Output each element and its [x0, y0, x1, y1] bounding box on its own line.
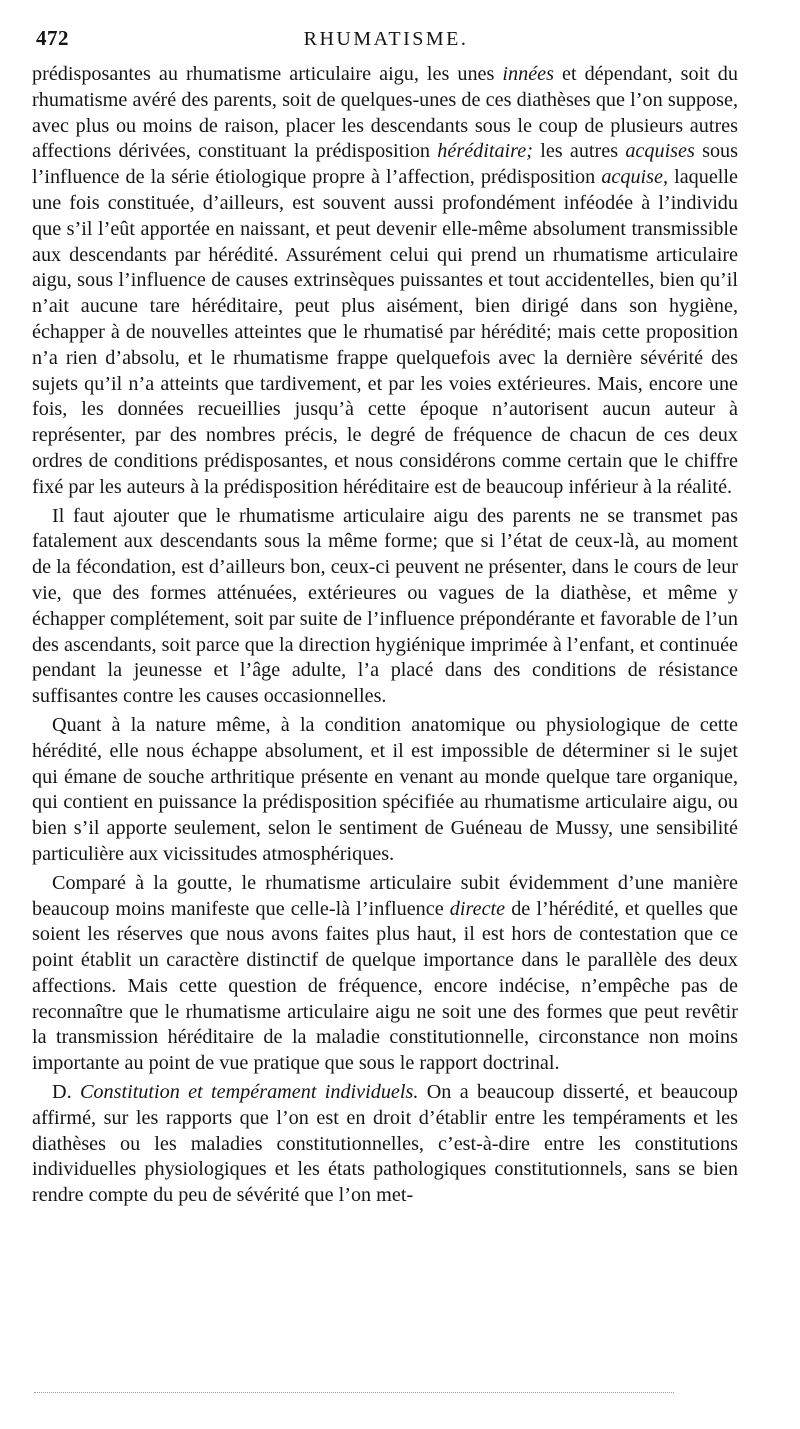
text-run: prédisposantes au rhumatisme articulaire aigu, les unes — [32, 63, 503, 85]
italic-run: Constitution et tempérament individuels. — [79, 1081, 419, 1104]
footer-dotted-rule — [34, 1392, 674, 1393]
italic-run: acquises — [625, 140, 695, 163]
paragraph-1 — [32, 62, 738, 501]
italic-run: directe — [449, 897, 506, 920]
text-run: laquelle une fois constituée, d’ailleurs, est souvent aussi profondément inféodée à l’individu que s’il l’eût apportée en naissant, et peut devenir elle-même absolument transmissible aux descendants par hérédité. Assurément celui qui prend un rhumatisme articulaire aigu, sous l’influence de causes extrinsèques puissantes et tout accidentelles, bien qu’il n’ait aucune tare héréditaire, peut plus aisément, bien dirigé dans son hygiène, échapper à de nouvelles atteintes que le rhumatisé par hérédité; mais cette proposition n’a rien d’absolu, et le rhumatisme frappe quelquefois avec la dernière sévérité des sujets qu’il n’a atteints que tardivement, et par les voies extérieures. Mais, encore une fois, les données recueillies jusqu’à cette époque n’autorisent aucun auteur à représenter, par des nombres précis, le degré de fréquence de chacun de ces deux ordres de conditions prédisposantes, et nous considérons comme certain que le chiffre fixé par les auteurs à la prédisposition héréditaire est de beaucoup inférieur à la réalité. — [32, 166, 738, 498]
page-header — [36, 26, 736, 56]
paragraph-5 — [32, 1080, 738, 1209]
text-run: Comparé à la goutte, le rhumatisme articulaire subit évidemment d’une manière beaucoup moins manifeste que celle-là l’influence — [32, 871, 738, 920]
text-run: de l’hérédité, et quelles que soient les réserves que nous avons faites plus haut, il est hors de contestation que ce point établit un caractère distinctif de quelque importance dans le parallèle des deux affections. Mais cette question de fréquence, encore indécise, n’empêche pas de reconnaître que le rhumatisme articulaire aigu ne soit une des formes que peut revêtir la transmission héréditaire de la maladie constitutionnelle, circonstance non moins importante au point de vue pratique que sous le rapport doctrinal. — [32, 897, 738, 1075]
italic-run: acquise, — [601, 166, 669, 189]
text-run: sous l’influence de la série étiologique propre à l’affection, prédisposition — [32, 140, 738, 189]
text-run: et dépendant, soit du rhumatisme avéré des parents, soit de quelques-unes de ces diathèses que l’on suppose, avec plus ou moins de raison, placer les descendants sous le coup de plusieurs autres affections dérivées, constituant la prédisposition — [32, 63, 738, 163]
italic-run: innées — [502, 63, 554, 85]
paragraph-2 — [32, 504, 738, 710]
paragraph-3 — [32, 713, 738, 868]
running-title: RHUMATISME. — [303, 28, 469, 50]
text-run: On a beaucoup disserté, et beaucoup affirmé, sur les rapports que l’on est en droit d’établir entre les tempéraments et les diathèses ou les maladies constitutionnelles, c’est-à-dire entre les constitutions individuelles physiologiques et les états pathologiques constitutionnels, sans se bien rendre compte du peu de sévérité que l’on met- — [32, 1081, 738, 1207]
text-run: Quant à la nature même, à la condition anatomique ou physiologique de cette hérédité, elle nous échappe absolument, et il est impossible de déterminer si le sujet qui émane de souche arthritique présente en venant au monde quelque tare organique, qui contient en puissance la prédisposition spécifiée au rhumatisme articulaire aigu, ou bien s’il apporte seulement, selon le sentiment de Guéneau de Mussy, une sensibilité particulière aux vicissitudes atmosphériques. — [32, 713, 738, 865]
text-run: D. — [52, 1081, 80, 1104]
page-number: 472 — [36, 26, 69, 50]
text-run: Il faut ajouter que le rhumatisme articulaire aigu des parents ne se transmet pas fatalement aux descendants sous la même forme; que si l’état de ceux-là, au moment de la fécondation, est d’ailleurs bon, ceux-ci peuvent ne présenter, dans le cours de leur vie, que des formes atténuées, extérieures ou vagues de la diathèse, et même y échapper complétement, soit par suite de l’influence prépondérante et favorable de l’un des ascendants, soit parce que la direction hygiénique imprimée à l’enfant, et continuée pendant la jeunesse et l’âge adulte, l’a placé dans des conditions de résistance suffisantes contre les causes occasionnelles. — [32, 504, 738, 708]
italic-run: héréditaire; — [437, 140, 533, 163]
body-text — [32, 62, 738, 1209]
text-run: les autres — [532, 140, 626, 163]
paragraph-4 — [32, 871, 738, 1077]
